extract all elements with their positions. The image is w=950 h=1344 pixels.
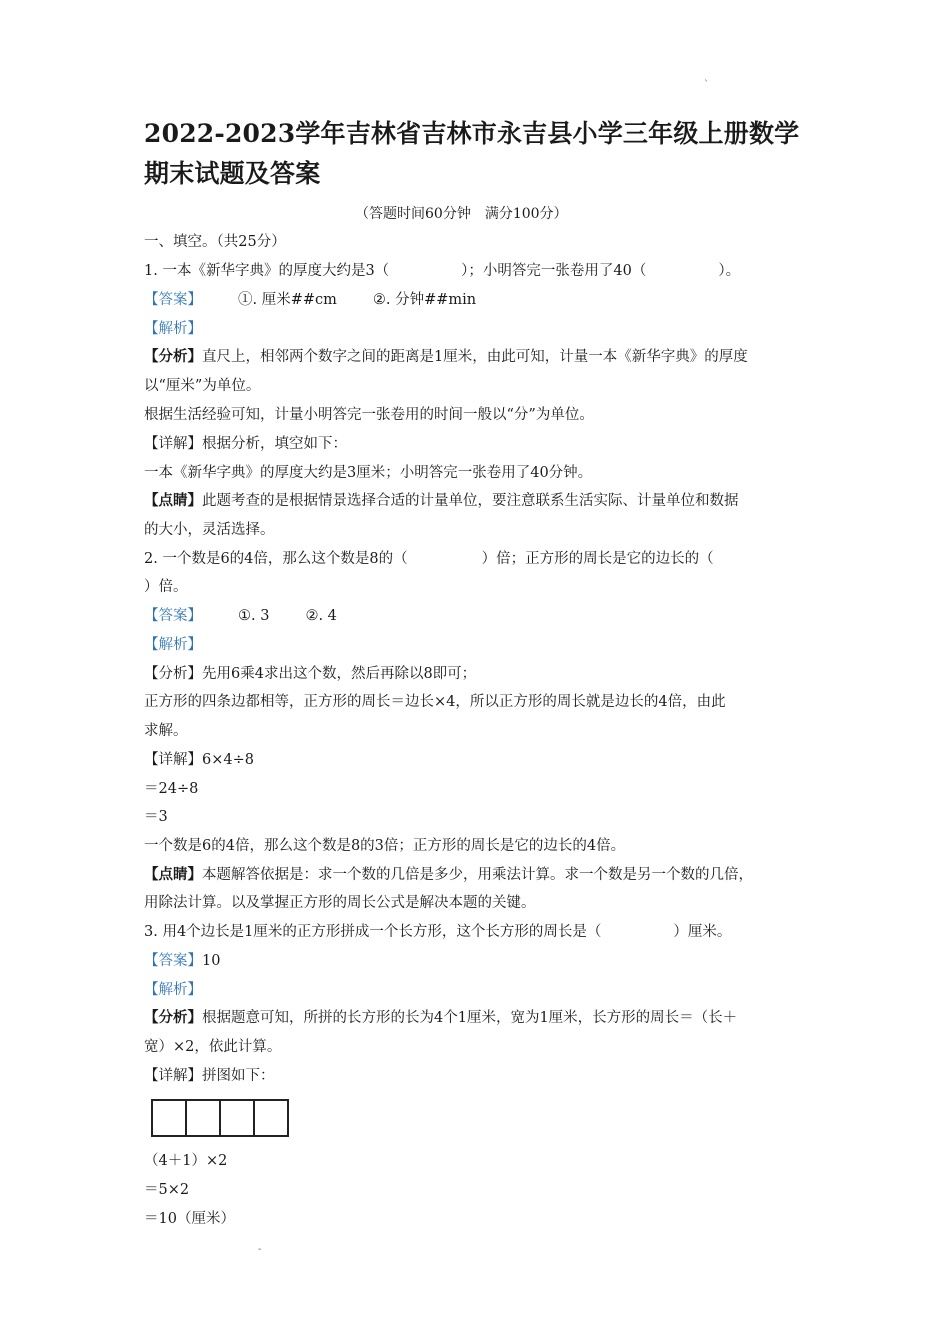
q3-analysis-tag: 【解析】 bbox=[144, 982, 202, 998]
q3-calc-2: ＝5×2 bbox=[144, 1182, 190, 1198]
q2-fenxi-text-1: 先用6乘4求出这个数，然后再除以8即可； bbox=[202, 666, 477, 682]
q2-question-part-a: 2. 一个数是6的4倍，那么这个数是8的（ bbox=[144, 551, 408, 567]
exam-info: （答题时间60分钟 满分100分） bbox=[355, 206, 568, 222]
q3-answer bbox=[144, 951, 220, 971]
answer-tag: 【答案】 bbox=[144, 953, 202, 969]
q2-question-part-b: ）倍；正方形的周长是它的边长的（ bbox=[481, 551, 714, 567]
q2-xiangjie-4: 一个数是6的4倍，那么这个数是8的3倍；正方形的周长是它的边长的4倍。 bbox=[144, 838, 626, 854]
q2-dianjing-text-1: 本题解答依据是：求一个数的几倍是多少，用乘法计算。求一个数是另一个数的几倍， bbox=[202, 867, 753, 883]
rectangle-of-four-squares bbox=[151, 1099, 289, 1137]
q1-dianjing-1 bbox=[144, 491, 739, 511]
q3-xiangjie-text-1: 拼图如下： bbox=[202, 1068, 275, 1084]
q1-xiangjie-2: 一本《新华字典》的厚度大约是3厘米；小明答完一张卷用了40分钟。 bbox=[144, 465, 593, 481]
q3-xiangjie-1 bbox=[144, 1066, 275, 1086]
q2-question-cont: ）倍。 bbox=[144, 579, 188, 595]
q1-question-part-a: 1. 一本《新华字典》的厚度大约是3（ bbox=[144, 263, 390, 279]
xiangjie-tag: 【详解】 bbox=[144, 1068, 202, 1084]
q3-calc-1: （4＋1）×2 bbox=[144, 1153, 228, 1169]
q1-fenxi-1 bbox=[144, 347, 748, 367]
q2-question bbox=[144, 549, 714, 569]
unit-square bbox=[219, 1099, 255, 1137]
q2-xiangjie-2: ＝24÷8 bbox=[144, 781, 199, 797]
q2-fenxi-3: 求解。 bbox=[144, 723, 188, 739]
q1-fenxi-text-1: 直尺上，相邻两个数字之间的距离是1厘米，由此可知，计量一本《新华字典》的厚度 bbox=[202, 349, 748, 365]
q2-dianjing-2: 用除法计算。以及掌握正方形的周长公式是解决本题的关键。 bbox=[144, 895, 536, 911]
q1-answer-1: ①. 厘米##cm bbox=[238, 292, 337, 308]
xiangjie-tag: 【详解】 bbox=[144, 752, 202, 768]
q1-question bbox=[144, 261, 740, 281]
q1-question-part-c: ）。 bbox=[718, 263, 741, 279]
q3-fenxi-2: 宽）×2，依此计算。 bbox=[144, 1039, 282, 1055]
q1-fenxi-3: 根据生活经验可知，计量小明答完一张卷用的时间一般以“分”为单位。 bbox=[144, 407, 594, 423]
q1-dianjing-2: 的大小，灵活选择。 bbox=[144, 522, 275, 538]
unit-square bbox=[151, 1099, 187, 1137]
q1-answer-2: ②. 分钟##min bbox=[372, 292, 477, 308]
q1-fenxi-2: 以“厘米”为单位。 bbox=[144, 378, 261, 394]
fenxi-tag: 【分析】 bbox=[144, 1009, 202, 1026]
unit-square bbox=[185, 1099, 221, 1137]
dianjing-tag: 【点睛】 bbox=[144, 866, 202, 883]
q2-dianjing-1 bbox=[144, 865, 753, 885]
q1-analysis-tag: 【解析】 bbox=[144, 321, 202, 337]
xiangjie-tag: 【详解】 bbox=[144, 436, 202, 452]
q2-fenxi-1 bbox=[144, 664, 476, 684]
q3-question bbox=[144, 922, 731, 942]
unit-square bbox=[253, 1099, 289, 1137]
q3-fenxi-1 bbox=[144, 1008, 737, 1028]
q2-xiangjie-text-1: 6×4÷8 bbox=[202, 752, 254, 768]
section-heading: 一、填空。（共25分） bbox=[144, 234, 286, 250]
q2-xiangjie-1 bbox=[144, 750, 254, 770]
page-mark-top: ` bbox=[704, 80, 709, 91]
q2-xiangjie-3: ＝3 bbox=[144, 809, 168, 825]
q3-fenxi-text-1: 根据题意可知，所拼的长方形的长为4个1厘米，宽为1厘米，长方形的周长＝（长＋ bbox=[202, 1010, 738, 1026]
q1-xiangjie-1 bbox=[144, 434, 347, 454]
q2-answer bbox=[144, 606, 337, 626]
q2-fenxi-2: 正方形的四条边都相等，正方形的周长＝边长×4，所以正方形的周长就是边长的4倍，由此 bbox=[144, 694, 726, 710]
dianjing-tag: 【点睛】 bbox=[144, 492, 202, 509]
q3-answer-value: 10 bbox=[202, 953, 221, 969]
fenxi-tag: 【分析】 bbox=[144, 348, 202, 365]
q1-dianjing-text-1: 此题考查的是根据情景选择合适的计量单位，要注意联系生活实际、计量单位和数据 bbox=[202, 493, 739, 509]
q3-calc-3: ＝10（厘米） bbox=[144, 1211, 235, 1227]
q1-answer bbox=[144, 290, 476, 310]
q1-xiangjie-text-1: 根据分析，填空如下： bbox=[202, 436, 347, 452]
q3-question-part-b: ）厘米。 bbox=[673, 924, 732, 940]
q2-answer-2: ②. 4 bbox=[305, 608, 337, 624]
q2-analysis-tag: 【解析】 bbox=[144, 637, 202, 653]
document-title: 2022-2023学年吉林省吉林市永吉县小学三年级上册数学期末试题及答案 bbox=[144, 119, 800, 188]
answer-tag: 【答案】 bbox=[144, 608, 202, 624]
q3-question-part-a: 3. 用4个边长是1厘米的正方形拼成一个长方形，这个长方形的周长是（ bbox=[144, 924, 602, 940]
fenxi-tag: 【分析】 bbox=[144, 666, 202, 682]
q1-question-part-b: ）；小明答完一张卷用了40（ bbox=[461, 263, 647, 279]
page-mark-bottom: - bbox=[258, 1244, 262, 1255]
q2-answer-1: ①. 3 bbox=[238, 608, 270, 624]
answer-tag: 【答案】 bbox=[144, 292, 202, 308]
